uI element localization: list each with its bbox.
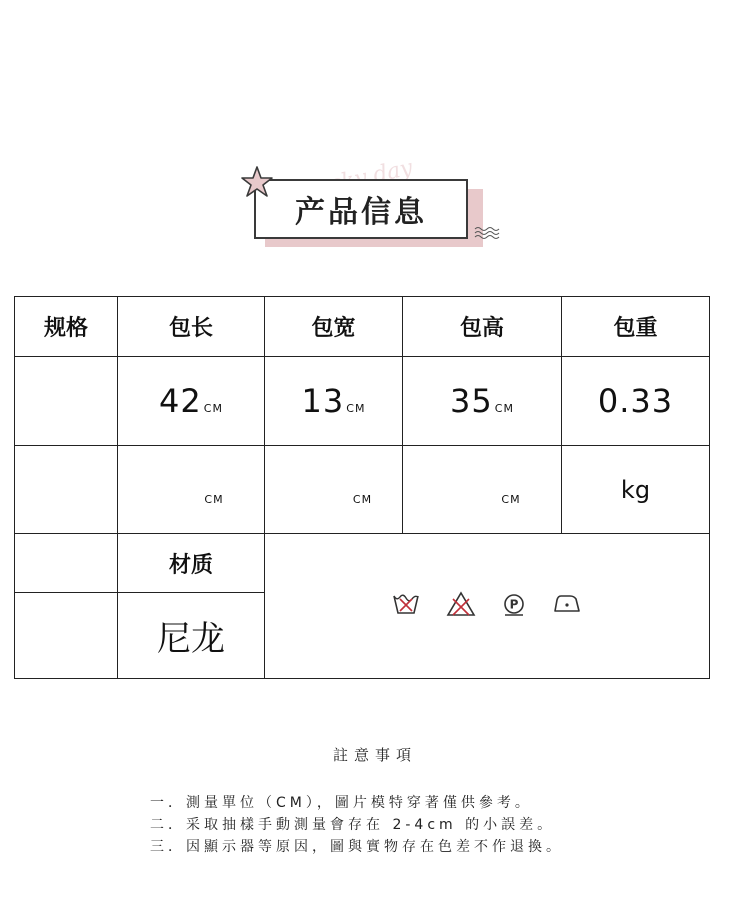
- length-cell: [118, 446, 265, 534]
- height-cell: [403, 446, 562, 534]
- header-height: 包高: [403, 297, 562, 357]
- header-width: 包宽: [265, 297, 403, 357]
- table-row: [15, 534, 710, 593]
- spec-cell: [15, 446, 118, 534]
- width-unit: CM: [346, 402, 366, 415]
- hand-wash-icon: [392, 592, 420, 620]
- header-spec: 规格: [15, 297, 118, 357]
- svg-text:P: P: [509, 597, 519, 612]
- weight-unit: kg: [620, 475, 651, 504]
- height-value: 35: [450, 382, 493, 420]
- length-unit: CM: [204, 493, 224, 506]
- wave-icon: [474, 225, 502, 241]
- weight-cell: [562, 357, 710, 446]
- length-value: 42: [159, 382, 202, 420]
- header-length: 包长: [118, 297, 265, 357]
- care-icons: [265, 591, 709, 621]
- page-title: 产品信息: [254, 179, 468, 239]
- no-bleach-icon: [446, 591, 476, 621]
- iron-icon: [552, 593, 582, 619]
- table-header-row: [15, 297, 710, 357]
- note-item: 三．因顯示器等原因，圖與實物存在色差不作退換。: [150, 839, 564, 855]
- material-label: 材质: [118, 534, 265, 593]
- spec-cell: [15, 534, 118, 593]
- length-cell: [118, 357, 265, 446]
- spec-cell: [15, 593, 118, 679]
- note-item: 一．測量單位（CM），圖片模特穿著僅供參考。: [150, 795, 533, 811]
- note-item: 二．采取抽樣手動測量會存在 2-4cm 的小誤差。: [150, 817, 556, 833]
- width-value: 13: [301, 382, 345, 420]
- length-unit: CM: [203, 402, 223, 415]
- weight-value: 0.33: [597, 382, 674, 420]
- width-unit: CM: [352, 493, 373, 506]
- header-weight: 包重: [562, 297, 710, 357]
- weight-cell: [562, 446, 710, 534]
- star-icon: [240, 165, 274, 199]
- width-cell: [265, 357, 403, 446]
- table-row: [15, 357, 710, 446]
- height-unit: CM: [494, 402, 514, 415]
- notes-title: 註意事項: [332, 746, 417, 764]
- width-cell: [265, 446, 403, 534]
- height-unit: CM: [501, 493, 521, 506]
- notes-list: [150, 792, 564, 858]
- dry-clean-p-icon: [502, 592, 526, 620]
- height-cell: [403, 357, 562, 446]
- title-badge: [240, 165, 520, 265]
- spec-table: [14, 296, 710, 679]
- table-row: [15, 446, 710, 534]
- material-value: 尼龙: [118, 593, 265, 679]
- care-cell: [265, 534, 710, 679]
- spec-cell: [15, 357, 118, 446]
